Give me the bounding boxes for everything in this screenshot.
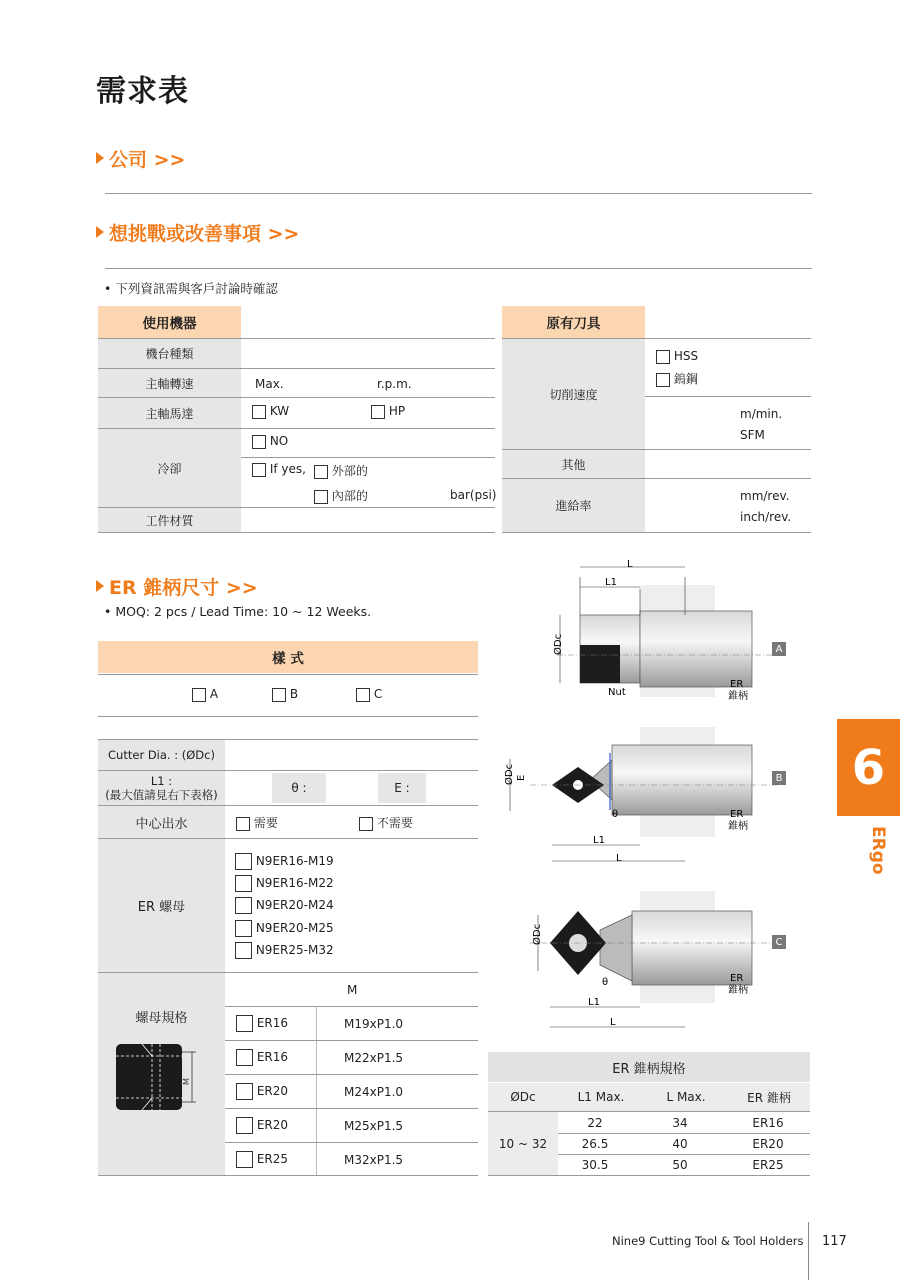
spec-title: ER 錐柄規格 — [488, 1052, 810, 1082]
spec-cell: 22 — [587, 1115, 603, 1130]
nut-option[interactable]: N9ER16-M22 — [235, 875, 334, 892]
style-c[interactable]: C — [356, 687, 382, 702]
triangle-icon — [96, 226, 104, 238]
hp-option[interactable]: HP — [371, 404, 405, 419]
row-other: 其他 — [502, 450, 645, 478]
e-label: E : — [378, 773, 426, 803]
spec-cell: 26.5 — [581, 1137, 609, 1151]
dc-range: 10 ~ 32 — [488, 1112, 558, 1175]
spec-row[interactable]: ER16 — [236, 1015, 288, 1032]
checkbox[interactable] — [236, 1049, 253, 1066]
inrev-label: inch/rev. — [740, 510, 792, 524]
checkbox[interactable] — [356, 688, 370, 702]
checkbox[interactable] — [252, 405, 266, 419]
svg-text:錐柄: 錐柄 — [728, 985, 748, 996]
mmin-label: m/min. — [740, 407, 783, 421]
style-b[interactable]: B — [272, 687, 298, 702]
machine-header: 使用機器 — [98, 306, 241, 338]
svg-text:L: L — [616, 853, 622, 864]
nut-option[interactable]: N9ER20-M25 — [235, 920, 334, 937]
spec-cell: ER20 — [752, 1137, 784, 1151]
spec-row[interactable]: ER20 — [236, 1117, 288, 1134]
cutter-dia: Cutter Dia. : (ØDc) — [98, 740, 225, 770]
drawing-a — [552, 559, 780, 702]
l1-label: L1 : (最大值請見右下表格) — [98, 771, 225, 805]
rpm-label: r.p.m. — [377, 377, 412, 391]
spec-m: M19xP1.0 — [344, 1017, 404, 1031]
noneed-option[interactable]: 不需要 — [359, 814, 413, 831]
drawing-b — [503, 727, 780, 864]
spec-cell: ER16 — [752, 1115, 784, 1130]
label-a: A — [772, 642, 786, 656]
chapter-side-label: ERgo — [868, 826, 888, 875]
label-c: C — [772, 935, 786, 949]
spec-row[interactable]: ER16 — [236, 1049, 288, 1066]
kw-option[interactable]: KW — [252, 404, 289, 419]
checkbox[interactable] — [252, 435, 266, 449]
spec-header: L Max. — [666, 1090, 706, 1104]
label-b: B — [772, 771, 786, 785]
checkbox[interactable] — [236, 1151, 253, 1168]
checkbox[interactable] — [235, 942, 252, 959]
spec-cell: ER25 — [752, 1158, 784, 1172]
checkbox[interactable] — [236, 817, 250, 831]
checkbox[interactable] — [252, 463, 266, 477]
footer-divider — [808, 1222, 809, 1280]
nut-spec-label: 螺母規格 M — [98, 973, 225, 1175]
page-title: 需求表 — [96, 74, 189, 109]
checkbox[interactable] — [314, 465, 328, 479]
divider — [105, 268, 812, 269]
er-nut-label: ER 螺母 — [98, 839, 225, 972]
svg-text:ER: ER — [730, 679, 744, 690]
spec-m: M24xP1.0 — [344, 1085, 404, 1099]
spec-header: ER 錐柄 — [747, 1090, 791, 1105]
need-option[interactable]: 需要 — [236, 814, 278, 831]
sfm-label: SFM — [740, 428, 765, 442]
spec-header: ØDc — [510, 1090, 536, 1104]
checkbox[interactable] — [235, 920, 252, 937]
section-er: ER 錐柄尺寸 >> — [96, 573, 258, 600]
checkbox[interactable] — [314, 490, 328, 504]
checkbox[interactable] — [192, 688, 206, 702]
coolant-internal[interactable]: 內部的 — [314, 487, 368, 504]
checkbox[interactable] — [359, 817, 373, 831]
divider — [105, 193, 812, 194]
checkbox[interactable] — [272, 688, 286, 702]
coolant-external[interactable]: 外部的 — [314, 462, 368, 479]
nut-option[interactable]: N9ER16-M19 — [235, 853, 334, 870]
checkbox[interactable] — [656, 373, 670, 387]
spec-m: M22xP1.5 — [344, 1051, 404, 1065]
spec-row[interactable]: ER25 — [236, 1151, 288, 1168]
svg-text:θ: θ — [612, 809, 619, 820]
tool-header: 原有刀具 — [502, 306, 645, 338]
spec-header: L1 Max. — [577, 1090, 625, 1104]
svg-text:θ: θ — [602, 977, 609, 988]
nut-option[interactable]: N9ER25-M32 — [235, 942, 334, 959]
m-dimension: M — [181, 1078, 191, 1085]
row-feed: 進給率 — [502, 479, 645, 532]
style-a[interactable]: A — [192, 687, 218, 702]
checkbox[interactable] — [656, 350, 670, 364]
m-header: M — [347, 983, 358, 997]
triangle-icon — [96, 580, 104, 592]
footer-text: Nine9 Cutting Tool & Tool Holders — [612, 1234, 804, 1248]
svg-text:L1: L1 — [605, 577, 617, 588]
drawing-c — [530, 891, 780, 1028]
svg-text:錐柄: 錐柄 — [728, 691, 748, 702]
svg-text:L: L — [627, 559, 633, 570]
svg-text:ØDc: ØDc — [532, 923, 543, 945]
svg-text:ER: ER — [730, 809, 744, 820]
svg-text:L: L — [610, 1017, 616, 1028]
row-machine-type: 機台種類 — [98, 339, 241, 368]
spec-m: M25xP1.5 — [344, 1119, 404, 1133]
checkbox[interactable] — [236, 1015, 253, 1032]
svg-text:ØDc: ØDc — [553, 633, 564, 655]
spec-cell: 30.5 — [581, 1158, 609, 1172]
row-cutting-speed: 切削速度 — [502, 339, 645, 449]
row-coolant: 冷卻 — [98, 429, 241, 507]
checkbox[interactable] — [235, 897, 252, 914]
chapter-tab: 6 — [837, 719, 900, 816]
mmrev-label: mm/rev. — [740, 489, 790, 503]
checkbox[interactable] — [236, 1083, 253, 1100]
bar-label: bar(psi) — [450, 488, 497, 502]
checkbox[interactable] — [371, 405, 385, 419]
spec-m: M32xP1.5 — [344, 1153, 404, 1167]
max-label: Max. — [255, 377, 284, 391]
style-header: 樣 式 — [98, 641, 478, 673]
spec-row[interactable]: ER20 — [236, 1083, 288, 1100]
svg-text:E: E — [516, 774, 527, 781]
coolant-yes[interactable]: If yes, — [252, 462, 306, 477]
section-challenge: 想挑戰或改善事項 >> — [96, 219, 299, 246]
page-number: 117 — [822, 1234, 847, 1249]
section-company: 公司 >> — [96, 145, 185, 172]
theta-label: θ : — [272, 773, 326, 803]
coolant-center: 中心出水 — [98, 806, 225, 838]
carbide-option[interactable]: 鎢鋼 — [656, 370, 698, 387]
coolant-no[interactable]: NO — [252, 434, 288, 449]
moq-note: • MOQ: 2 pcs / Lead Time: 10 ~ 12 Weeks. — [104, 604, 372, 619]
svg-text:L1: L1 — [588, 997, 600, 1008]
spec-cell: 34 — [672, 1115, 688, 1130]
spec-cell: 40 — [672, 1137, 688, 1151]
checkbox[interactable] — [236, 1117, 253, 1134]
note: • 下列資訊需與客戶討論時確認 — [104, 281, 278, 296]
svg-text:ØDc: ØDc — [504, 763, 515, 785]
row-spindle-speed: 主軸轉速 — [98, 369, 241, 397]
checkbox[interactable] — [235, 875, 252, 892]
svg-text:ER: ER — [730, 973, 744, 984]
nut-drawing — [112, 1040, 212, 1114]
row-spindle-motor: 主軸馬達 — [98, 398, 241, 428]
svg-text:Nut: Nut — [608, 687, 626, 698]
svg-text:L1: L1 — [593, 835, 605, 846]
hss-option[interactable]: HSS — [656, 349, 698, 364]
tool-drawings — [490, 555, 790, 1035]
svg-text:錐柄: 錐柄 — [728, 821, 748, 832]
triangle-icon — [96, 152, 104, 164]
row-workpiece: 工件材質 — [98, 508, 241, 532]
checkbox[interactable] — [235, 853, 252, 870]
nut-option[interactable]: N9ER20-M24 — [235, 897, 334, 914]
spec-cell: 50 — [672, 1158, 688, 1172]
